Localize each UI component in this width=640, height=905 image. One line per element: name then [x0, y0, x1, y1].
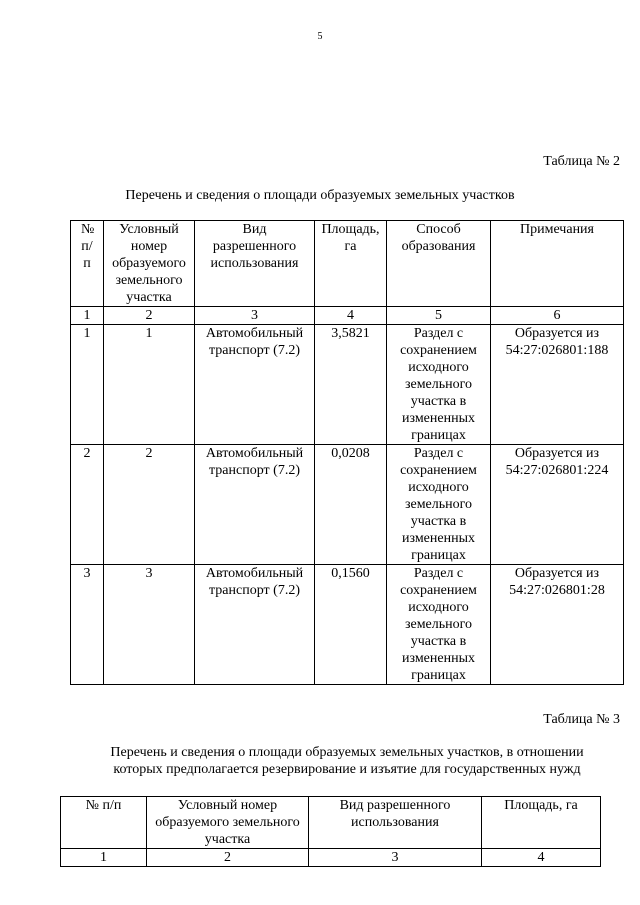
- table-3-title-line-1: Перечень и сведения о площади образуемых земельных участков, в отношении: [110, 745, 584, 760]
- column-number: 3: [195, 307, 315, 325]
- header-cell-use: Вид разрешенного использования: [309, 797, 482, 849]
- column-number: 3: [309, 849, 482, 867]
- area-value: 0,1560: [315, 565, 387, 685]
- row-number: 3: [71, 565, 104, 685]
- column-number: 2: [147, 849, 309, 867]
- table-header-row: [71, 221, 624, 307]
- conditional-number: 2: [104, 445, 195, 565]
- table-row: [71, 445, 624, 565]
- column-number: 4: [482, 849, 601, 867]
- row-number: 2: [71, 445, 104, 565]
- header-cell-notes: Примечания: [491, 221, 624, 307]
- column-number-row: [61, 849, 601, 867]
- table-3-caption: Таблица № 3: [543, 712, 620, 727]
- formation-method: Раздел с сохранением исходного земельного участка в измененных границах: [387, 565, 491, 685]
- column-number-row: [71, 307, 624, 325]
- header-cell-use: Вид разрешенного использования: [195, 221, 315, 307]
- area-value: 0,0208: [315, 445, 387, 565]
- column-number: 2: [104, 307, 195, 325]
- table-3-title-line-2: которых предполагается резервирование и изъятие для государственных нужд: [113, 762, 581, 777]
- header-cell-number: № п/п: [71, 221, 104, 307]
- permitted-use: Автомобильный транспорт (7.2): [195, 325, 315, 445]
- table-2-title: Перечень и сведения о площади образуемых земельных участков: [125, 188, 515, 203]
- page-number: 5: [317, 31, 323, 42]
- conditional-number: 1: [104, 325, 195, 445]
- header-cell-method: Способ образования: [387, 221, 491, 307]
- column-number: 5: [387, 307, 491, 325]
- header-cell-area: Площадь, га: [482, 797, 601, 849]
- column-number: 6: [491, 307, 624, 325]
- table-row: [71, 565, 624, 685]
- formation-method: Раздел с сохранением исходного земельного участка в измененных границах: [387, 445, 491, 565]
- note: Образуется из 54:27:026801:224: [491, 445, 624, 565]
- conditional-number: 3: [104, 565, 195, 685]
- column-number: 1: [61, 849, 147, 867]
- area-value: 3,5821: [315, 325, 387, 445]
- table-2: [70, 220, 624, 685]
- header-cell-area: Площадь, га: [315, 221, 387, 307]
- column-number: 4: [315, 307, 387, 325]
- formation-method: Раздел с сохранением исходного земельного участка в измененных границах: [387, 325, 491, 445]
- table-3: [60, 796, 601, 867]
- table-row: [71, 325, 624, 445]
- column-number: 1: [71, 307, 104, 325]
- note: Образуется из 54:27:026801:188: [491, 325, 624, 445]
- table-header-row: [61, 797, 601, 849]
- header-cell-conditional-number: Условный номер образуемого земельного участка: [104, 221, 195, 307]
- permitted-use: Автомобильный транспорт (7.2): [195, 445, 315, 565]
- header-cell-number: № п/п: [61, 797, 147, 849]
- note: Образуется из 54:27:026801:28: [491, 565, 624, 685]
- header-cell-conditional-number: Условный номер образуемого земельного участка: [147, 797, 309, 849]
- permitted-use: Автомобильный транспорт (7.2): [195, 565, 315, 685]
- row-number: 1: [71, 325, 104, 445]
- table-2-caption: Таблица № 2: [543, 154, 620, 169]
- table-3-title: [78, 744, 616, 778]
